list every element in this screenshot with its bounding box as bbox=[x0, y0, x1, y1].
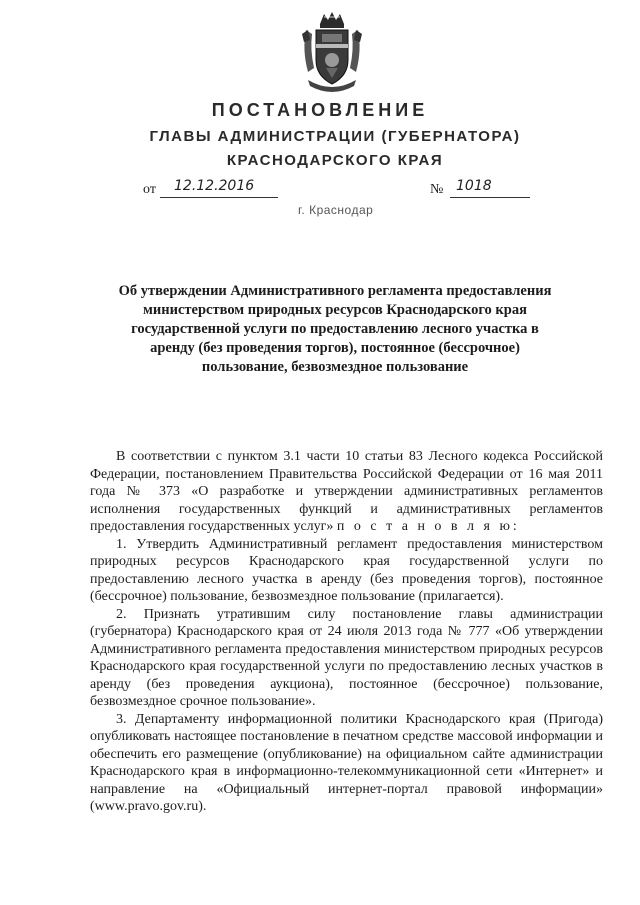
date-prefix: от bbox=[143, 182, 156, 197]
city-label: г. Краснодар bbox=[298, 203, 374, 217]
number-prefix: № bbox=[430, 182, 444, 197]
item-1-paragraph: 1. Утвердить Административный регламент предоставления министерством природных ресурсов Краснодарского края государственной услуги по предоставлению лесного участка в аренду (без проведения торгов), постоянное (бессрочное) пользование, безвозмездное пользование (прилагается). bbox=[90, 536, 603, 604]
resolve-word: п о с т а н о в л я ю: bbox=[336, 519, 520, 534]
document-type-title: ПОСТАНОВЛЕНИЕ bbox=[211, 100, 429, 120]
item-3-paragraph: 3. Департаменту информационной политики Краснодарского края (Пригода) опубликовать настоящее постановление в печатном средстве массовой информации и обеспечить его размещение (опубликование) на официальном сайте администрации Краснодарского края в информационно-телекоммуникационной сети «Интернет» и направление на «Официальный интернет-портал правовой информации» (www.pravo.gov.ru). bbox=[90, 711, 603, 814]
issuer-title-line1: ГЛАВЫ АДМИНИСТРАЦИИ (ГУБЕРНАТОРА) bbox=[149, 128, 521, 145]
preamble-text: В соответствии с пунктом 3.1 части 10 статьи 83 Лесного кодекса Российской Федерации, постановлением Правительства Российской Федерации от 16 мая 2011 года № 373 «О разработке и утверждении административных регламентов исполнения государственных функций и административных регламентов предоставления государственных услуг» bbox=[90, 449, 603, 534]
document-date: 12.12.2016 bbox=[160, 178, 278, 198]
document-number: 1018 bbox=[450, 178, 530, 198]
document-body bbox=[90, 448, 603, 816]
date-number-row bbox=[0, 178, 640, 206]
document-heading: Об утверждении Административного регламента предоставления министерством природных ресурсов Краснодарского края государственной услуги по предоставлению лесного участка в аренду (без проведения торгов), постоянное (бессрочное) пользование, безвозмездное пользование bbox=[118, 283, 552, 375]
issuer-title-line2: КРАСНОДАРСКОГО КРАЯ bbox=[226, 152, 444, 169]
item-2-paragraph: 2. Признать утратившим силу постановление главы администрации (губернатора) Краснодарского края от 24 июля 2013 года № 777 «Об утверждении Административного регламента предоставления министерством природных ресурсов Краснодарского края государственной услуги по предоставлению лесных участков в аренду (без проведения аукциона), постоянное (бессрочное) пользование, безвозмездное срочное пользование». bbox=[90, 606, 603, 709]
preamble-paragraph bbox=[90, 448, 603, 536]
coat-of-arms-icon bbox=[300, 10, 364, 94]
